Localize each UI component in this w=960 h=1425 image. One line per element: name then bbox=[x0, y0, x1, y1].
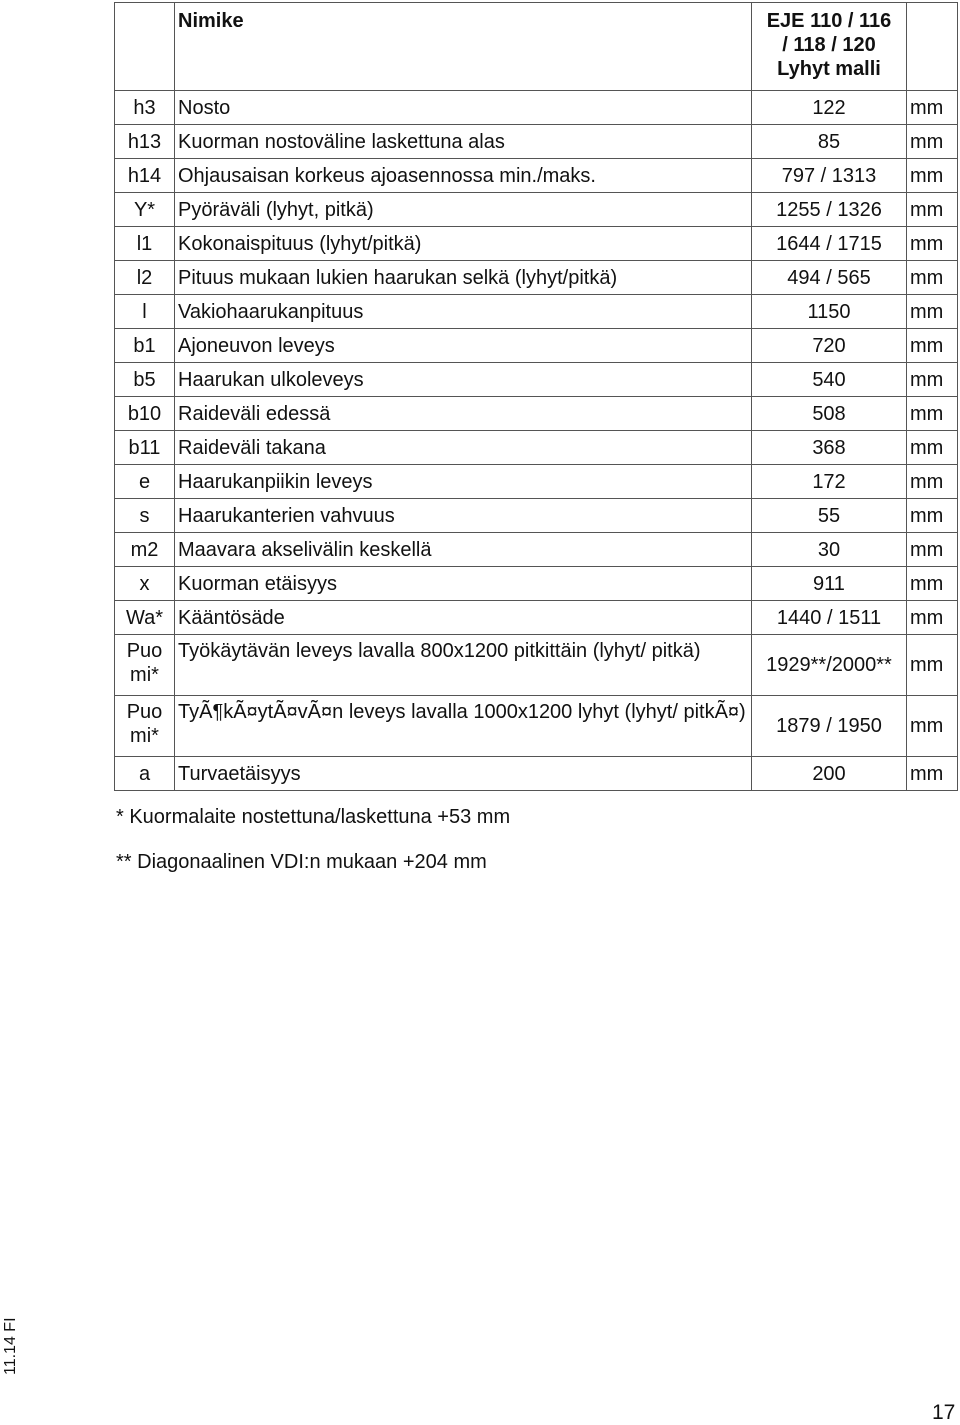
row-value: 797 / 1313 bbox=[752, 159, 907, 193]
spec-table bbox=[114, 2, 958, 791]
row-unit: mm bbox=[907, 363, 958, 397]
row-unit: mm bbox=[907, 499, 958, 533]
footnote-single-star: * Kuormalaite nostettuna/laskettuna +53 mm bbox=[116, 806, 511, 828]
table-row bbox=[115, 397, 958, 431]
row-description: Kääntösäde bbox=[175, 601, 752, 635]
row-value: 540 bbox=[752, 363, 907, 397]
row-code: m2 bbox=[115, 533, 175, 567]
row-value: 508 bbox=[752, 397, 907, 431]
header-model-line: EJE 110 / 116 bbox=[766, 10, 892, 32]
row-description: Nosto bbox=[175, 91, 752, 125]
table-row bbox=[115, 261, 958, 295]
row-description: Haarukan ulkoleveys bbox=[175, 363, 752, 397]
row-unit: mm bbox=[907, 329, 958, 363]
row-unit: mm bbox=[907, 261, 958, 295]
table-body bbox=[115, 91, 958, 791]
table-row bbox=[115, 696, 958, 757]
table-row bbox=[115, 91, 958, 125]
row-value: 911 bbox=[752, 567, 907, 601]
row-code: b10 bbox=[115, 397, 175, 431]
row-description: Pituus mukaan lukien haarukan selkä (lyhyt/pitkä) bbox=[175, 261, 752, 295]
row-unit: mm bbox=[907, 159, 958, 193]
row-description: Raideväli takana bbox=[175, 431, 752, 465]
row-code: h13 bbox=[115, 125, 175, 159]
row-value: 55 bbox=[752, 499, 907, 533]
row-unit: mm bbox=[907, 431, 958, 465]
row-code: h14 bbox=[115, 159, 175, 193]
row-description: Kuorman etäisyys bbox=[175, 567, 752, 601]
table-row bbox=[115, 329, 958, 363]
row-value: 85 bbox=[752, 125, 907, 159]
table-row bbox=[115, 601, 958, 635]
table-row bbox=[115, 431, 958, 465]
row-code: h3 bbox=[115, 91, 175, 125]
row-description: Ohjausaisan korkeus ajoasennossa min./maks. bbox=[175, 159, 752, 193]
row-unit: mm bbox=[907, 227, 958, 261]
table-row bbox=[115, 533, 958, 567]
row-value: 1879 / 1950 bbox=[752, 696, 907, 757]
row-description: TyÃ¶kÃ¤ytÃ¤vÃ¤n leveys lavalla 1000x1200 lyhyt (lyhyt/ pitkÃ¤) bbox=[175, 696, 752, 757]
row-description: Työkäytävän leveys lavalla 800x1200 pitkittäin (lyhyt/ pitkä) bbox=[175, 635, 752, 696]
table-row bbox=[115, 295, 958, 329]
row-code: l bbox=[115, 295, 175, 329]
row-code: l1 bbox=[115, 227, 175, 261]
row-unit: mm bbox=[907, 601, 958, 635]
row-code: x bbox=[115, 567, 175, 601]
header-model-line: / 118 / 120 bbox=[782, 34, 876, 56]
row-description: Haarukanterien vahvuus bbox=[175, 499, 752, 533]
row-unit: mm bbox=[907, 696, 958, 757]
table-header-row bbox=[115, 3, 958, 91]
table-row bbox=[115, 125, 958, 159]
row-value: 1644 / 1715 bbox=[752, 227, 907, 261]
row-unit: mm bbox=[907, 635, 958, 696]
row-description: Vakiohaarukanpituus bbox=[175, 295, 752, 329]
row-value: 720 bbox=[752, 329, 907, 363]
row-value: 1255 / 1326 bbox=[752, 193, 907, 227]
row-description: Raideväli edessä bbox=[175, 397, 752, 431]
row-value: 30 bbox=[752, 533, 907, 567]
document-code: 11.14 FI bbox=[2, 1317, 19, 1375]
row-description: Haarukanpiikin leveys bbox=[175, 465, 752, 499]
row-description: Kuorman nostoväline laskettuna alas bbox=[175, 125, 752, 159]
row-value: 122 bbox=[752, 91, 907, 125]
row-value: 1440 / 1511 bbox=[752, 601, 907, 635]
row-code: b11 bbox=[115, 431, 175, 465]
row-code: e bbox=[115, 465, 175, 499]
footnote-double-star: ** Diagonaalinen VDI:n mukaan +204 mm bbox=[116, 851, 487, 873]
row-code: l2 bbox=[115, 261, 175, 295]
row-code: Wa* bbox=[115, 601, 175, 635]
row-unit: mm bbox=[907, 757, 958, 791]
table-row bbox=[115, 499, 958, 533]
row-code: b1 bbox=[115, 329, 175, 363]
table-row bbox=[115, 635, 958, 696]
row-description: Kokonaispituus (lyhyt/pitkä) bbox=[175, 227, 752, 261]
row-unit: mm bbox=[907, 91, 958, 125]
table-row bbox=[115, 567, 958, 601]
header-model bbox=[752, 3, 907, 91]
header-unit-cell bbox=[907, 3, 958, 91]
page-number: 17 bbox=[932, 1401, 956, 1424]
row-code: Puo mi* bbox=[115, 696, 175, 757]
row-unit: mm bbox=[907, 567, 958, 601]
table-row bbox=[115, 227, 958, 261]
row-unit: mm bbox=[907, 533, 958, 567]
row-unit: mm bbox=[907, 397, 958, 431]
table-row bbox=[115, 465, 958, 499]
row-description: Maavara akselivälin keskellä bbox=[175, 533, 752, 567]
row-value: 368 bbox=[752, 431, 907, 465]
row-unit: mm bbox=[907, 125, 958, 159]
header-name: Nimike bbox=[175, 3, 752, 91]
header-empty-cell bbox=[115, 3, 175, 91]
row-value: 494 / 565 bbox=[752, 261, 907, 295]
row-unit: mm bbox=[907, 295, 958, 329]
table-row bbox=[115, 159, 958, 193]
row-code: a bbox=[115, 757, 175, 791]
row-description: Turvaetäisyys bbox=[175, 757, 752, 791]
row-value: 172 bbox=[752, 465, 907, 499]
table-row bbox=[115, 757, 958, 791]
row-code: Y* bbox=[115, 193, 175, 227]
row-unit: mm bbox=[907, 193, 958, 227]
row-description: Ajoneuvon leveys bbox=[175, 329, 752, 363]
header-model-line: Lyhyt malli bbox=[777, 58, 881, 80]
row-code: b5 bbox=[115, 363, 175, 397]
row-value: 200 bbox=[752, 757, 907, 791]
row-value: 1929**/2000** bbox=[752, 635, 907, 696]
row-description: Pyöräväli (lyhyt, pitkä) bbox=[175, 193, 752, 227]
table-row bbox=[115, 363, 958, 397]
row-code: Puo mi* bbox=[115, 635, 175, 696]
row-code: s bbox=[115, 499, 175, 533]
row-value: 1150 bbox=[752, 295, 907, 329]
table-row bbox=[115, 193, 958, 227]
row-unit: mm bbox=[907, 465, 958, 499]
